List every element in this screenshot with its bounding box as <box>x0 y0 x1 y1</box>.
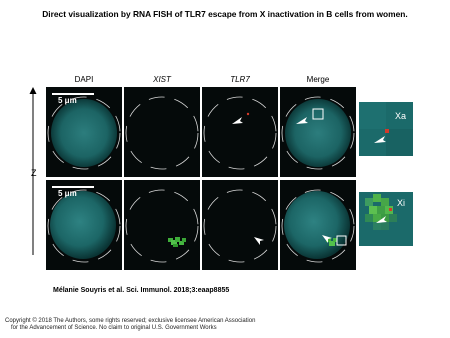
copyright-line-2: for the Advancement of Science. No claim to original U.S. Government Works <box>11 325 217 332</box>
scale-bar-label-bottom: 5 μm <box>58 189 77 198</box>
zoom-label-xa: Xa <box>395 111 407 121</box>
arrowhead-tlr7-bottom-icon <box>254 237 264 245</box>
copyright-line-1: Copyright © 2018 The Authors, some rights reserved; exclusive licensee American Association <box>5 318 256 324</box>
citation: Mélanie Souyris et al. Sci. Immunol. 2018;3:eaap8855 <box>53 287 230 294</box>
tlr7-signal-zoom <box>385 129 389 133</box>
zoom-xa <box>359 102 413 156</box>
xist-cloud <box>168 237 186 247</box>
column-label-tlr7: TLR7 <box>230 75 250 84</box>
panel-dapi-top <box>46 87 122 177</box>
panel-dapi-bottom <box>46 180 122 270</box>
column-label-xist: XIST <box>153 75 171 84</box>
cell-outline-tlr7-top <box>204 97 276 169</box>
nucleus-merge-bottom <box>284 191 350 259</box>
tlr7-signal-zoom-xi <box>389 208 392 211</box>
panel-tlr7-top <box>202 87 278 177</box>
panel-merge-top <box>280 87 356 177</box>
zoom-label-xi: Xi <box>397 198 406 208</box>
panel-xist-top <box>124 87 200 177</box>
arrowhead-tlr7-top-icon <box>232 117 243 124</box>
column-label-merge: Merge <box>306 75 330 84</box>
panel-merge-bottom <box>280 180 356 270</box>
cell-outline-xist-bottom <box>126 190 198 262</box>
cell-outline-tlr7-bottom <box>204 190 276 262</box>
cell-outline-xist-top <box>126 97 198 169</box>
panel-xist-bottom <box>124 180 200 270</box>
zoom-xi <box>359 192 413 246</box>
panel-tlr7-bottom <box>202 180 278 270</box>
tlr7-signal-dot <box>247 113 249 115</box>
scale-bar-label-top: 5 μm <box>58 96 77 105</box>
figure-title: Direct visualization by RNA FISH of TLR7 escape from X inactivation in B cells from women. <box>42 9 408 19</box>
nucleus-dapi-bottom <box>50 191 116 259</box>
z-axis-label: Z <box>31 168 37 178</box>
nucleus-dapi-top <box>51 99 117 167</box>
copyright-notice <box>5 318 445 333</box>
column-label-dapi: DAPI <box>74 75 94 84</box>
